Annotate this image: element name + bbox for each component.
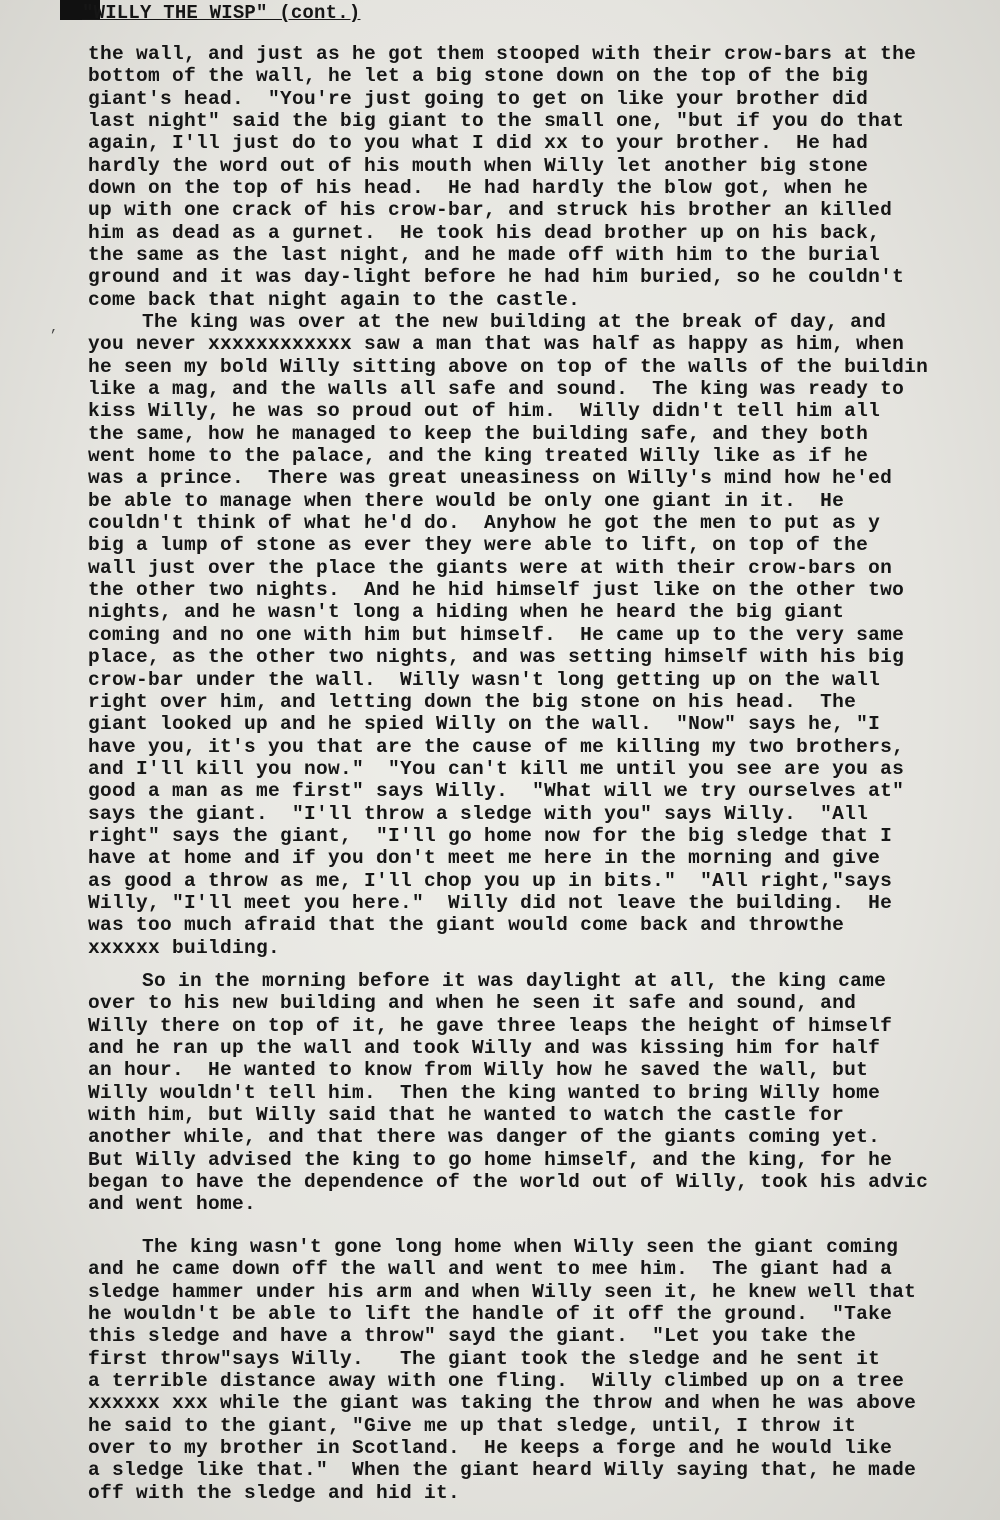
text-line: like a mag, and the walls all safe and sound. The king was ready to <box>88 378 905 401</box>
text-line: with him, but Willy said that he wanted to watch the castle for <box>88 1104 845 1127</box>
text-line: crow-bar under the wall. Willy wasn't long getting up on the wall <box>88 668 881 691</box>
text-line: an hour. He wanted to know from Willy how he saved the wall, but <box>88 1059 869 1082</box>
text-line: again, I'll just do to you what I did xx to your brother. He had <box>88 132 869 155</box>
text-line: he wouldn't be able to lift the handle of it off the ground. "Take <box>88 1303 893 1326</box>
text-line: big a lump of stone as ever they were able to lift, on top of the <box>88 534 869 557</box>
text-line: giant looked up and he spied Willy on the wall. "Now" says he, "I <box>88 713 881 736</box>
text-line: up with one crack of his crow-bar, and struck his brother an killed <box>88 199 893 222</box>
text-line: over to my brother in Scotland. He keeps a forge and he would like <box>88 1437 893 1460</box>
paragraph-3 <box>88 970 1000 1216</box>
text-line: first throw"says Willy. The giant took the sledge and he sent it <box>88 1347 881 1370</box>
text-line: over to his new building and when he seen it safe and sound, and <box>88 992 857 1015</box>
text-line: another while, and that there was danger of the giants coming yet. <box>88 1126 881 1149</box>
text-line: began to have the dependence of the world out of Willy, took his advic <box>88 1171 929 1194</box>
text-line: kiss Willy, he was so proud out of him. Willy didn't tell him all <box>88 400 881 423</box>
text-line: the same, how he managed to keep the building safe, and they both <box>88 422 869 445</box>
text-line: you never xxxxxxxxxxxx saw a man that was half as happy as him, when <box>88 333 905 356</box>
text-line: him as dead as a gurnet. He took his dead brother up on his back, <box>88 221 881 244</box>
text-line: the wall, and just as he got them stooped with their crow-bars at the <box>88 43 917 65</box>
text-line: a terrible distance away with one fling. Willy climbed up on a tree <box>88 1370 905 1393</box>
text-line: and he came down off the wall and went to mee him. The giant had a <box>88 1258 893 1281</box>
page-header: "WILLY THE WISP" (cont.) <box>82 2 361 24</box>
text-line: down on the top of his head. He had hardly the blow got, when he <box>88 177 869 200</box>
text-line: The king was over at the new building at the break of day, and <box>142 311 887 333</box>
text-line: nights, and he wasn't long a hiding when he heard the big giant <box>88 601 845 624</box>
text-line: right over him, and letting down the big stone on his head. The <box>88 690 857 713</box>
text-line: a sledge like that." When the giant heard Willy saying that, he made <box>88 1459 917 1482</box>
text-line: went home to the palace, and the king treated Willy like as if he <box>88 445 869 468</box>
text-line: and went home. <box>88 1193 257 1216</box>
text-line: was too much afraid that the giant would come back and throwthe <box>88 914 845 937</box>
text-line: right" says the giant, "I'll go home now for the big sledge that I <box>88 824 893 847</box>
text-line: he seen my bold Willy sitting above on top of the walls of the buildin <box>88 355 929 378</box>
text-line: have at home and if you don't meet me here in the morning and give <box>88 847 881 870</box>
text-line: sledge hammer under his arm and when Willy seen it, he knew well that <box>88 1280 917 1303</box>
text-line: couldn't think of what he'd do. Anyhow he got the men to put as y <box>88 512 881 535</box>
text-line: xxxxxx xxx while the giant was taking the throw and when he was above <box>88 1392 917 1415</box>
text-line: this sledge and have a throw" sayd the giant. "Let you take the <box>88 1325 857 1348</box>
text-line: was a prince. There was great uneasiness on Willy's mind how he'ed <box>88 467 893 490</box>
text-line: last night" said the big giant to the small one, "but if you do that <box>88 110 905 133</box>
text-line: So in the morning before it was daylight at all, the king came <box>142 970 887 992</box>
text-line: wall just over the place the giants were at with their crow-bars on <box>88 556 893 579</box>
text-line: Willy, "I'll meet you here." Willy did not leave the building. He <box>88 891 893 914</box>
text-line: coming and no one with him but himself. He came up to the very same <box>88 623 905 646</box>
text-line: hardly the word out of his mouth when Willy let another big stone <box>88 154 869 177</box>
text-line: come back that night again to the castle. <box>88 288 581 311</box>
text-line: xxxxxx building. <box>88 936 281 959</box>
text-line: off with the sledge and hid it. <box>88 1481 461 1504</box>
text-line: and I'll kill you now." "You can't kill me until you see are you as <box>88 757 905 780</box>
paragraph-2 <box>88 311 1000 959</box>
text-line: Willy there on top of it, he gave three leaps the height of himself <box>88 1014 893 1037</box>
text-line: The king wasn't gone long home when Willy seen the giant coming <box>142 1236 899 1258</box>
text-line: good a man as me first" says Willy. "What will we try ourselves at" <box>88 780 905 803</box>
text-line: the other two nights. And he hid himself just like on the other two <box>88 579 905 602</box>
text-line: be able to manage when there would be only one giant in it. He <box>88 489 845 512</box>
text-line: ground and it was day-light before he had him buried, so he couldn't <box>88 266 905 289</box>
text-line: But Willy advised the king to go home himself, and the king, for he <box>88 1148 893 1171</box>
text-line: giant's head. "You're just going to get on like your brother did <box>88 87 869 110</box>
text-line: place, as the other two nights, and was setting himself with his big <box>88 646 905 669</box>
margin-tick-mark: , <box>50 320 59 336</box>
text-line: the same as the last night, and he made off with him to the burial <box>88 244 881 267</box>
text-line: and he ran up the wall and took Willy and was kissing him for half <box>88 1037 881 1060</box>
text-line: says the giant. "I'll throw a sledge with you" says Willy. "All <box>88 802 869 825</box>
paragraph-4 <box>88 1236 1000 1504</box>
text-line: have you, it's you that are the cause of me killing my two brothers, <box>88 735 905 758</box>
text-line: as good a throw as me, I'll chop you up in bits." "All right,"says <box>88 869 893 892</box>
text-line: Willy wouldn't tell him. Then the king wanted to bring Willy home <box>88 1081 881 1104</box>
text-line: bottom of the wall, he let a big stone down on the top of the big <box>88 65 869 88</box>
paragraph-1 <box>88 43 1000 311</box>
text-line: he said to the giant, "Give me up that sledge, until, I throw it <box>88 1414 857 1437</box>
